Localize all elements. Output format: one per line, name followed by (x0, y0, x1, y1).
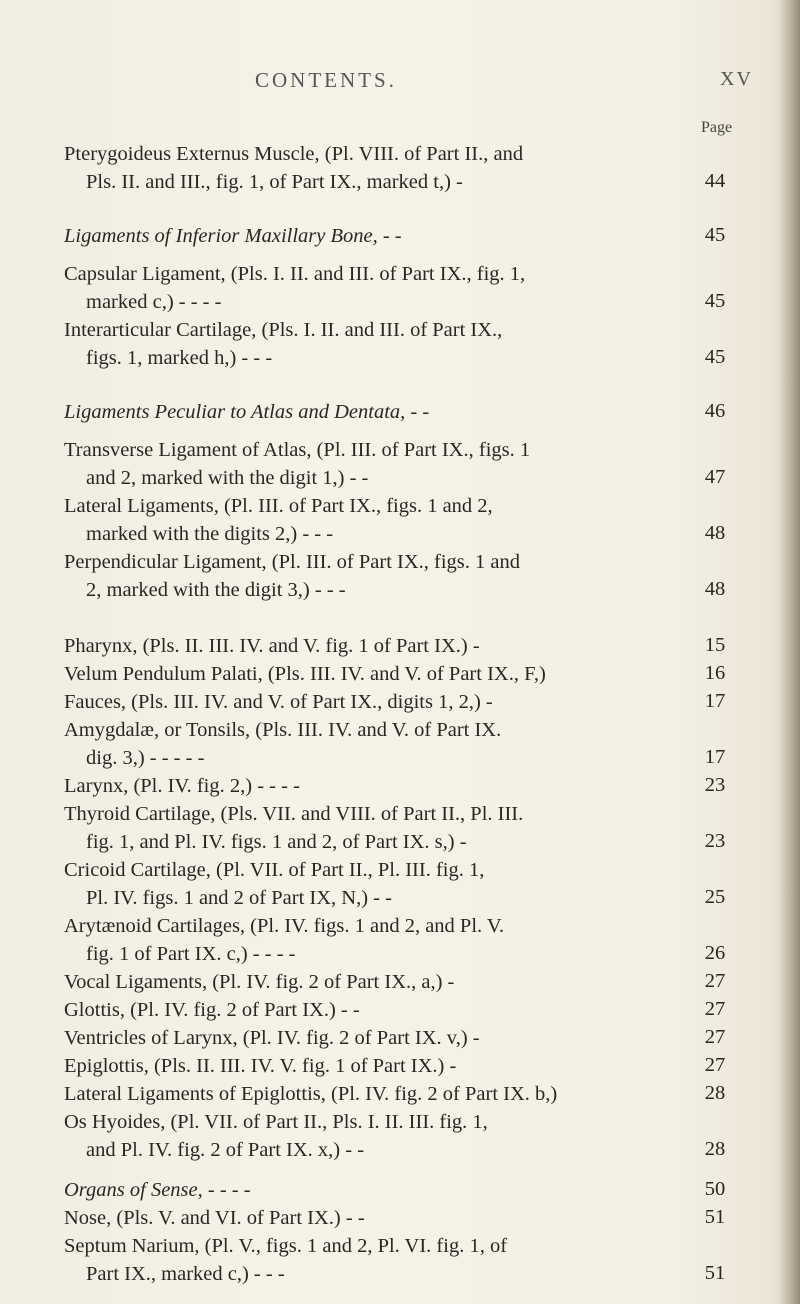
page-number: 15 (704, 634, 726, 656)
section-heading (64, 1176, 644, 1204)
contents-entry (64, 660, 644, 688)
contents-entry (64, 856, 644, 912)
section-heading (64, 398, 644, 426)
contents-entry (64, 772, 644, 800)
contents-entry (64, 1232, 644, 1288)
page-number: 27 (704, 1026, 726, 1048)
contents-entry (64, 996, 644, 1024)
page-number: 48 (704, 522, 726, 544)
entry-text-line: Pterygoideus Externus Muscle, (Pl. VIII. of Part II., and (64, 143, 524, 165)
contents-entry (64, 688, 644, 716)
entry-text-line: Interarticular Cartilage, (Pls. I. II. and III. of Part IX., (64, 319, 503, 341)
page-number: 28 (704, 1138, 726, 1160)
page-number: 44 (704, 170, 726, 192)
entry-text-line: Perpendicular Ligament, (Pl. III. of Part IX., figs. 1 and (64, 551, 521, 573)
page-column-label: Page (701, 119, 733, 136)
page-number: 50 (704, 1178, 726, 1200)
entry-text-line: figs. 1, marked h,) - - - (86, 347, 273, 369)
page-number: 17 (704, 690, 726, 712)
entry-text-line: and 2, marked with the digit 1,) - - (86, 467, 369, 489)
contents-entry (64, 1052, 644, 1080)
page-number: 26 (704, 942, 726, 964)
entry-text-line: Fauces, (Pls. III. IV. and V. of Part IX., digits 1, 2,) - (64, 691, 493, 713)
entry-text-line: Septum Narium, (Pl. V., figs. 1 and 2, Pl. VI. fig. 1, of (64, 1235, 508, 1257)
page-number: 27 (704, 998, 726, 1020)
entry-text-line: Lateral Ligaments of Epiglottis, (Pl. IV. fig. 2 of Part IX. b,) (64, 1083, 558, 1105)
contents-entry (64, 968, 644, 996)
page-number: 45 (704, 346, 726, 368)
page-number: 47 (704, 466, 726, 488)
contents-entry (64, 1108, 644, 1164)
page-number: 23 (704, 830, 726, 852)
running-head (0, 68, 800, 98)
entry-text-line: dig. 3,) - - - - - (86, 747, 205, 769)
contents-entry (64, 140, 644, 196)
page-number: 27 (704, 970, 726, 992)
entry-text-line: Thyroid Cartilage, (Pls. VII. and VIII. of Part II., Pl. III. (64, 803, 524, 825)
contents-entry (64, 800, 644, 856)
page-number: 51 (704, 1262, 726, 1284)
contents-entry (64, 492, 644, 548)
entry-text-line: Ventricles of Larynx, (Pl. IV. fig. 2 of Part IX. v,) - (64, 1027, 480, 1049)
contents-entry (64, 548, 644, 604)
entry-text-line: Ligaments Peculiar to Atlas and Dentata, - - (64, 401, 430, 423)
entry-text-line: Part IX., marked c,) - - - (86, 1263, 285, 1285)
entry-text-line: 2, marked with the digit 3,) - - - (86, 579, 346, 601)
page-number: 16 (704, 662, 726, 684)
entry-text-line: Cricoid Cartilage, (Pl. VII. of Part II., Pl. III. fig. 1, (64, 859, 485, 881)
entry-text-line: marked with the digits 2,) - - - (86, 523, 334, 545)
page-number: 48 (704, 578, 726, 600)
contents-entry (64, 316, 644, 372)
contents-entry (64, 436, 644, 492)
entry-text-line: fig. 1 of Part IX. c,) - - - - (86, 943, 296, 965)
page-number: 28 (704, 1082, 726, 1104)
page-number: 45 (704, 290, 726, 312)
entry-text-line: Pharynx, (Pls. II. III. IV. and V. fig. 1 of Part IX.) - (64, 635, 480, 657)
entry-text-line: Larynx, (Pl. IV. fig. 2,) - - - - (64, 775, 300, 797)
page-number: 45 (704, 224, 726, 246)
page-folio: XV (720, 68, 753, 90)
entry-text-line: Nose, (Pls. V. and VI. of Part IX.) - - (64, 1207, 365, 1229)
page-number: 51 (704, 1206, 726, 1228)
contents-entry (64, 1024, 644, 1052)
contents-entry (64, 260, 644, 316)
entry-text-line: Transverse Ligament of Atlas, (Pl. III. of Part IX., figs. 1 (64, 439, 531, 461)
entry-text-line: Glottis, (Pl. IV. fig. 2 of Part IX.) - - (64, 999, 360, 1021)
entry-text-line: and Pl. IV. fig. 2 of Part IX. x,) - - (86, 1139, 365, 1161)
section-heading (64, 222, 644, 250)
entry-text-line: Os Hyoides, (Pl. VII. of Part II., Pls. I. II. III. fig. 1, (64, 1111, 488, 1133)
entry-text-line: Capsular Ligament, (Pls. I. II. and III. of Part IX., fig. 1, (64, 263, 526, 285)
entry-text-line: Pl. IV. figs. 1 and 2 of Part IX, N,) - - (86, 887, 392, 909)
entry-text-line: Velum Pendulum Palati, (Pls. III. IV. and V. of Part IX., F,) (64, 663, 546, 685)
page-number: 23 (704, 774, 726, 796)
page-number: 46 (704, 400, 726, 422)
entry-text-line: Organs of Sense, - - - - (64, 1179, 251, 1201)
entry-text-line: Ligaments of Inferior Maxillary Bone, - - (64, 225, 402, 247)
page-number: 17 (704, 746, 726, 768)
entry-text-line: Epiglottis, (Pls. II. III. IV. V. fig. 1 of Part IX.) - (64, 1055, 457, 1077)
entry-text-line: Amygdalæ, or Tonsils, (Pls. III. IV. and V. of Part IX. (64, 719, 502, 741)
entry-text-line: Arytænoid Cartilages, (Pl. IV. figs. 1 and 2, and Pl. V. (64, 915, 505, 937)
entry-text-line: Pls. II. and III., fig. 1, of Part IX., marked t,) - (86, 171, 463, 193)
contents-entry (64, 716, 644, 772)
page-number: 25 (704, 886, 726, 908)
contents-entry (64, 632, 644, 660)
page-number: 27 (704, 1054, 726, 1076)
entry-text-line: marked c,) - - - - (86, 291, 222, 313)
contents-entry (64, 1080, 644, 1108)
entry-text-line: fig. 1, and Pl. IV. figs. 1 and 2, of Part IX. s,) - (86, 831, 467, 853)
entry-text-line: Lateral Ligaments, (Pl. III. of Part IX., figs. 1 and 2, (64, 495, 493, 517)
running-title: CONTENTS. (255, 68, 397, 92)
entry-text-line: Vocal Ligaments, (Pl. IV. fig. 2 of Part IX., a,) - (64, 971, 455, 993)
page-edge-shadow (778, 0, 800, 1304)
contents-entry (64, 912, 644, 968)
contents-entry (64, 1204, 644, 1232)
